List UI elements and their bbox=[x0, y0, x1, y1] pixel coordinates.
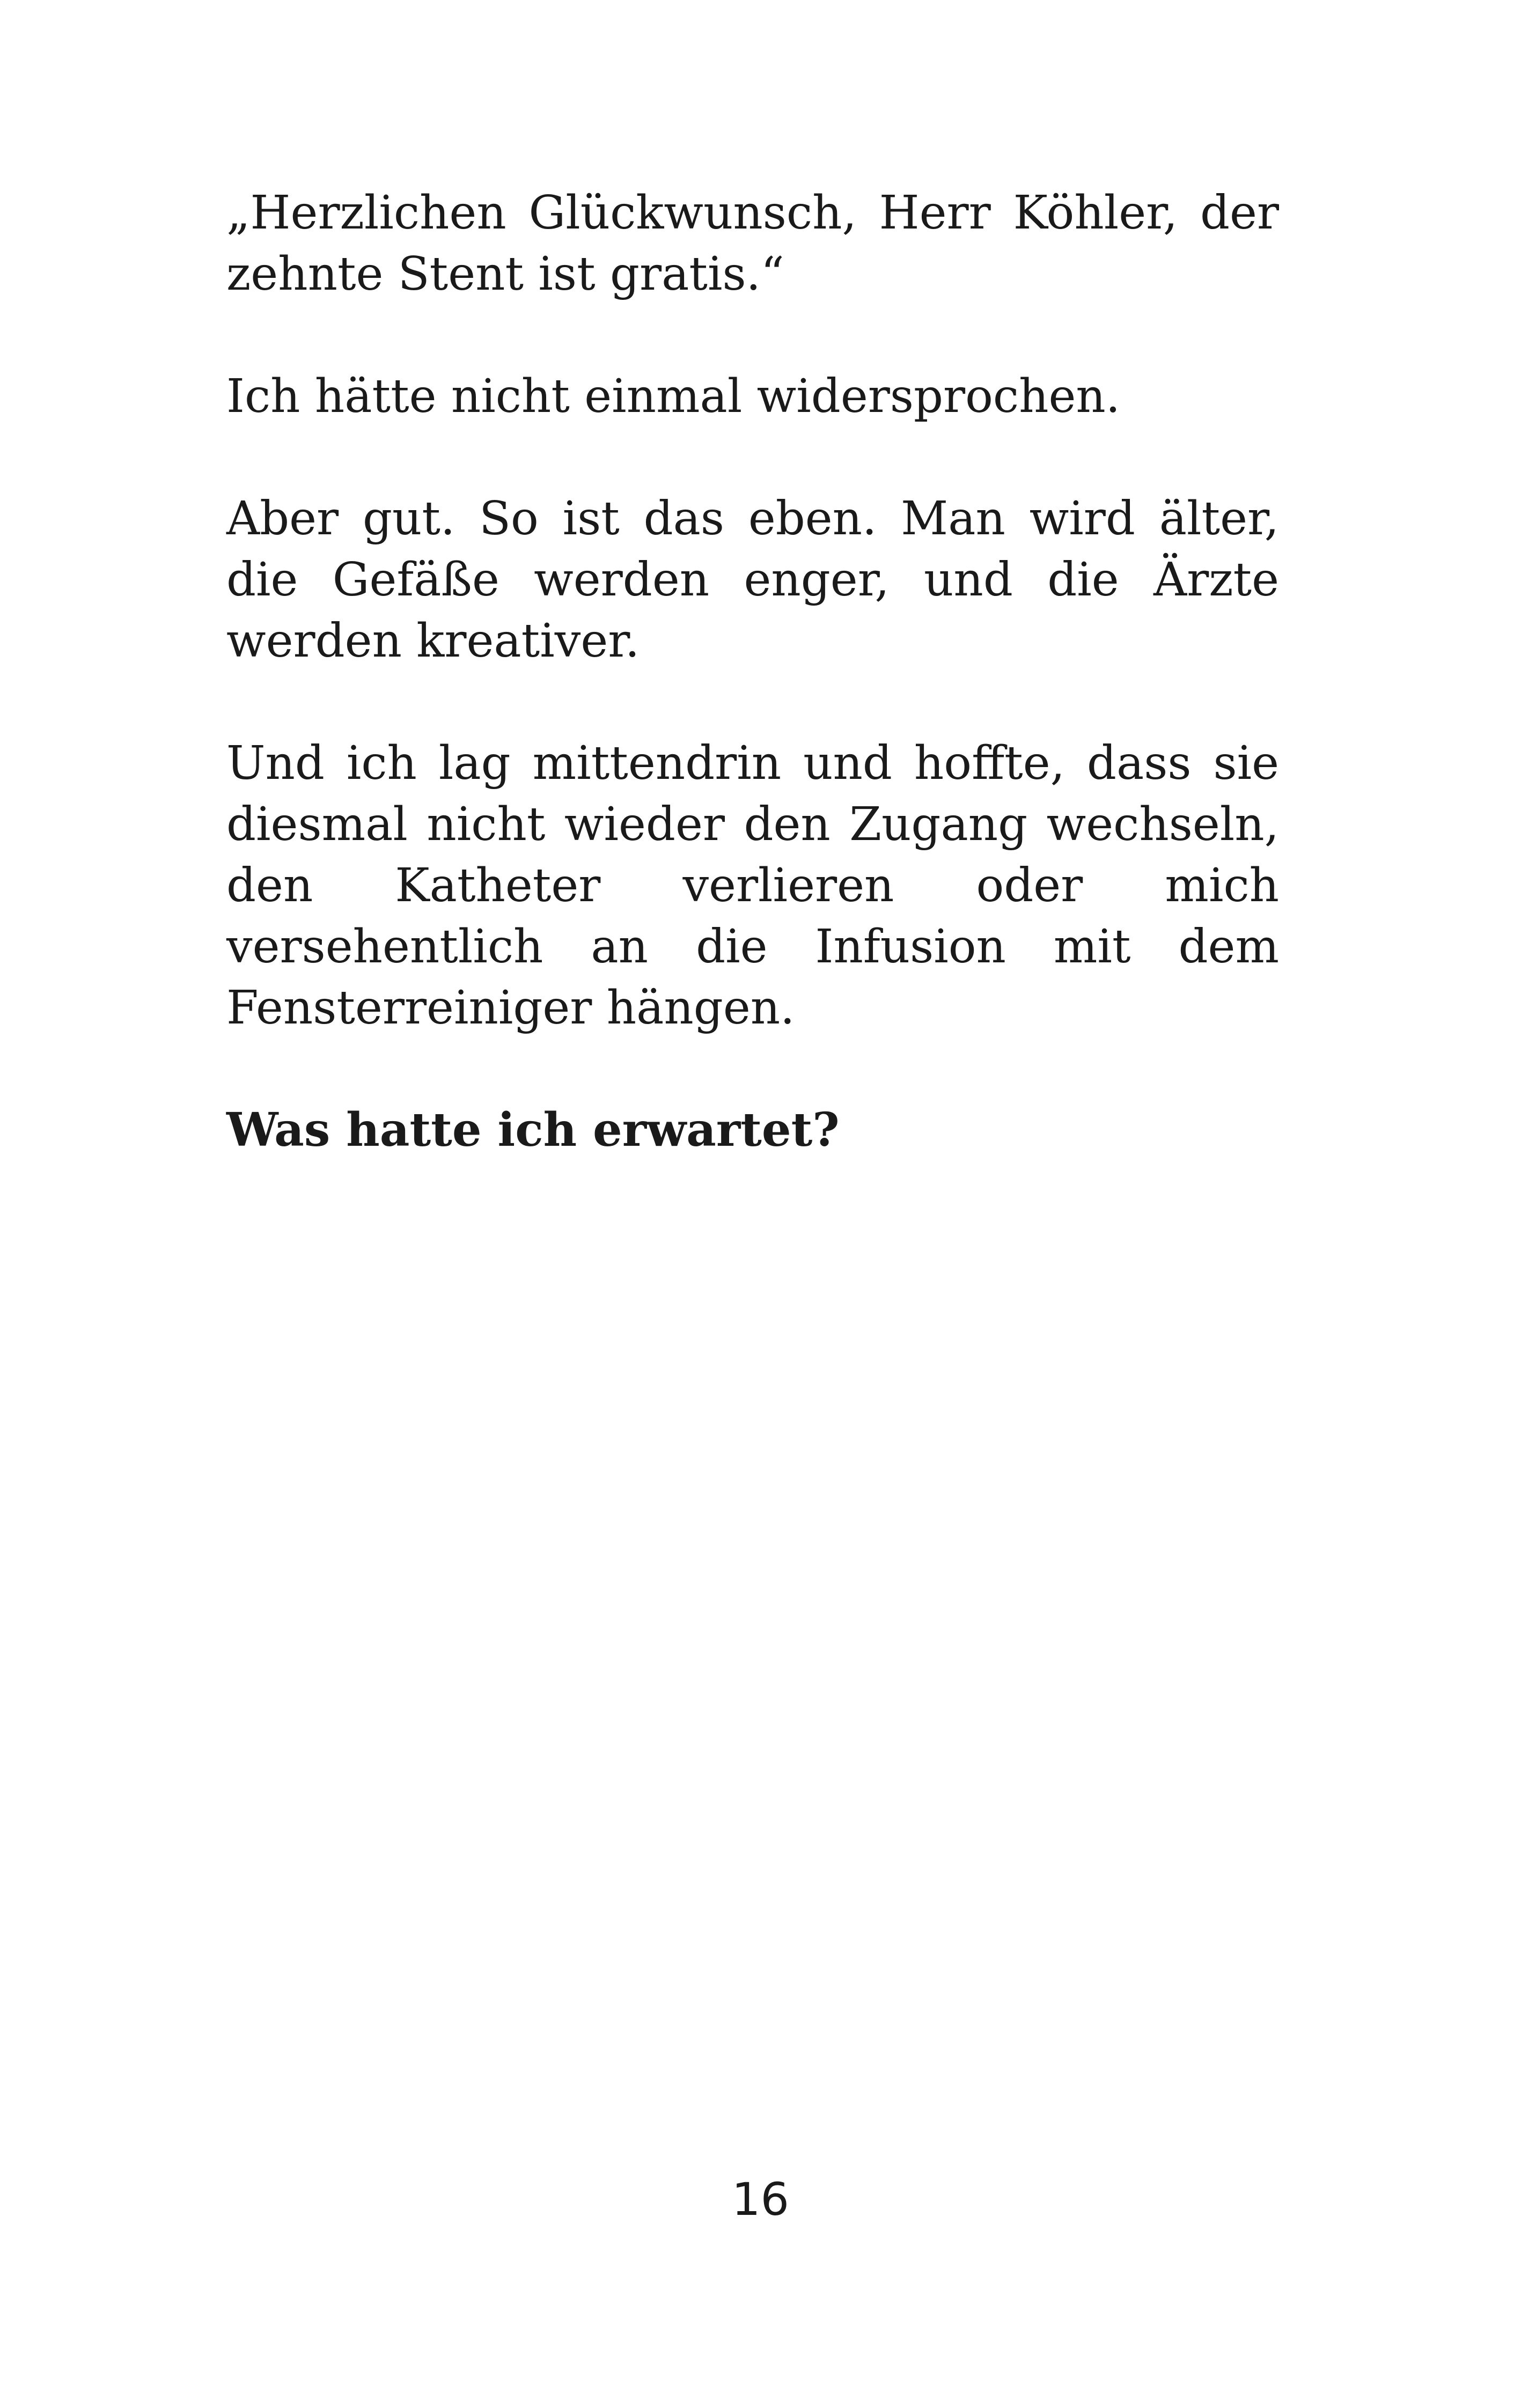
closing-question: Was hatte ich erwartet? bbox=[226, 1103, 840, 1157]
paragraph-greeting: „Herzlichen Glückwunsch, Herr Köhler, der zehnte Stent ist gratis.“ bbox=[226, 186, 1279, 301]
page-number: 16 bbox=[732, 2173, 789, 2226]
paragraph-aging: Aber gut. So ist das eben. Man wird älter, die Gefäße werden enger, und die Ärzte werden kreativer. bbox=[226, 492, 1279, 668]
paragraph-hope: Und ich lag mittendrin und hoffte, dass sie diesmal nicht wieder den Zugang wechseln, den Katheter verlieren oder mich versehentlich an die Infusion mit dem Fensterreiniger hängen. bbox=[226, 737, 1279, 1035]
body-text bbox=[226, 182, 1279, 1222]
paragraph-contradiction: Ich hätte nicht einmal widersprochen. bbox=[226, 370, 1121, 423]
